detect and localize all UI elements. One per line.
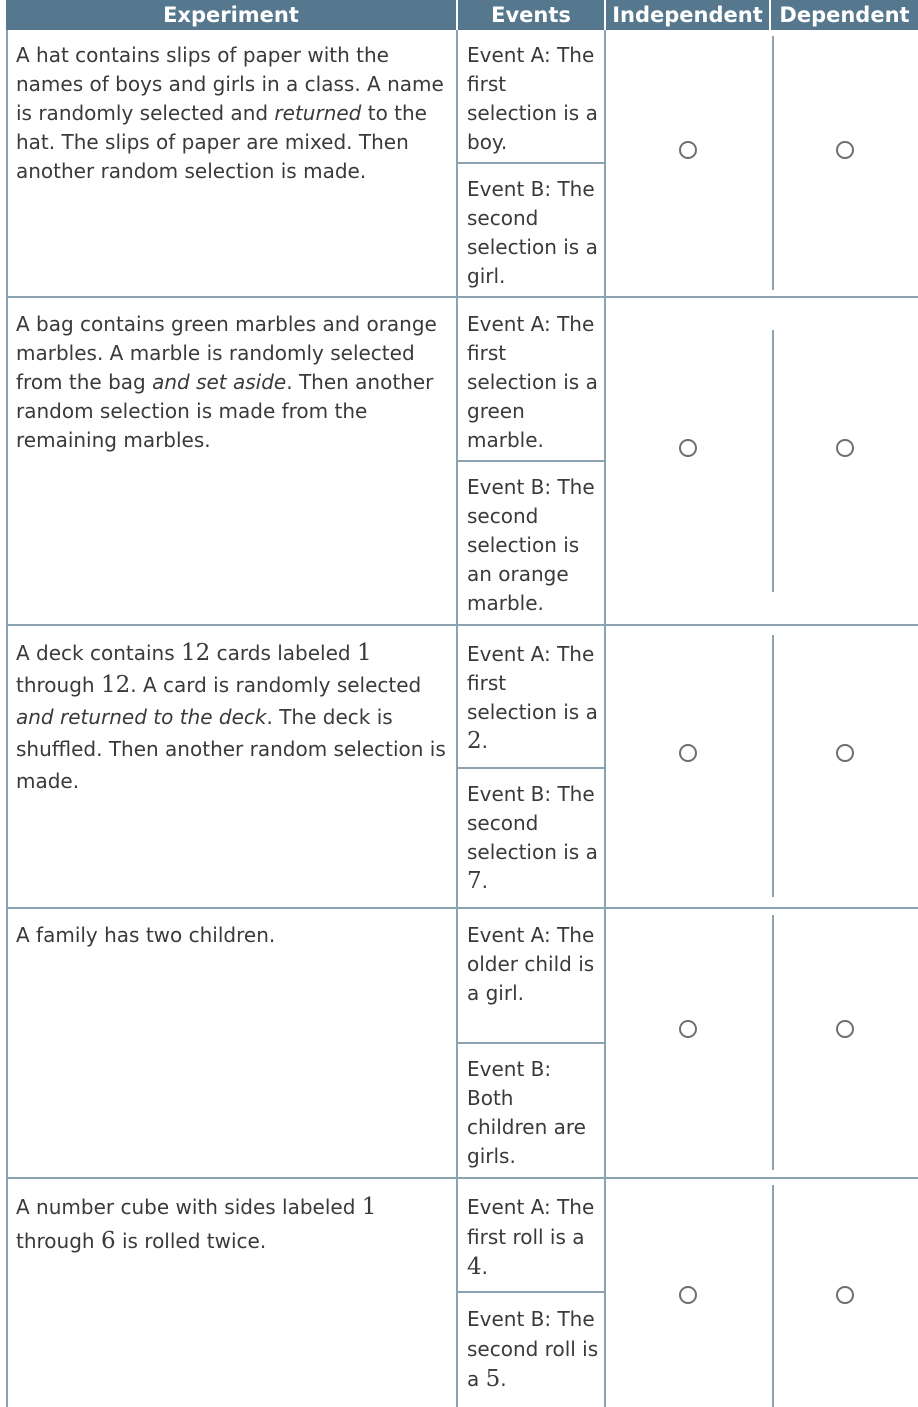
grid-line xyxy=(456,30,458,1407)
header-events: Events xyxy=(458,0,604,30)
event-b: Event B: The second selection is an orange marble. xyxy=(467,475,595,615)
grid-line xyxy=(456,1042,606,1044)
grid-line xyxy=(456,1291,606,1293)
event-a: Event A: The older child is a girl. xyxy=(467,923,595,1005)
experiment-text: A family has two children. xyxy=(16,923,276,947)
column-divider xyxy=(772,915,774,1170)
radio-independent[interactable] xyxy=(679,1020,697,1038)
radio-independent[interactable] xyxy=(679,744,697,762)
column-divider xyxy=(772,330,774,592)
grid-line xyxy=(6,296,918,298)
experiment-text: A bag contains green marbles and orange marbles. A marble is randomly selected from the bag and set aside. Then another random selection is made from the remaining marbles. xyxy=(16,312,437,452)
radio-independent[interactable] xyxy=(679,439,697,457)
event-b: Event B: The second selection is a 7. xyxy=(467,782,598,894)
radio-independent[interactable] xyxy=(679,1286,697,1304)
grid-line xyxy=(6,907,918,909)
event-a: Event A: The first selection is a 2. xyxy=(467,642,598,754)
grid-line xyxy=(6,1177,918,1179)
radio-dependent[interactable] xyxy=(836,141,854,159)
event-b: Event B: The second roll is a 5. xyxy=(467,1307,599,1392)
experiment-text: A number cube with sides labeled 1 through 6 is rolled twice. xyxy=(16,1194,377,1254)
radio-dependent[interactable] xyxy=(836,439,854,457)
header-independent: Independent xyxy=(606,0,769,30)
experiment-text: A hat contains slips of paper with the names of boys and girls in a class. A name is randomly selected and returned to the hat. The slips of paper are mixed. Then another random selection is made. xyxy=(16,43,444,183)
header-experiment: Experiment xyxy=(6,0,456,30)
column-divider xyxy=(772,1185,774,1407)
event-b: Event B: The second selection is a girl. xyxy=(467,177,598,288)
grid-line xyxy=(6,624,918,626)
grid-line xyxy=(456,460,606,462)
event-b: Event B: Both children are girls. xyxy=(467,1057,586,1168)
experiment-text: A deck contains 12 cards labeled 1 through 12. A card is randomly selected and returned to the deck. The deck is shuffled. Then another random selection is made. xyxy=(16,640,446,793)
column-divider xyxy=(772,635,774,897)
event-a: Event A: The first selection is a boy. xyxy=(467,43,598,154)
radio-independent[interactable] xyxy=(679,141,697,159)
grid-line xyxy=(6,30,8,1407)
grid-line xyxy=(604,30,606,1407)
grid-line xyxy=(456,767,606,769)
header-dependent: Dependent xyxy=(771,0,918,30)
column-divider xyxy=(772,36,774,290)
event-a: Event A: The first selection is a green marble. xyxy=(467,312,598,452)
event-a: Event A: The first roll is a 4. xyxy=(467,1195,595,1280)
radio-dependent[interactable] xyxy=(836,1020,854,1038)
grid-line xyxy=(456,162,606,164)
radio-dependent[interactable] xyxy=(836,1286,854,1304)
radio-dependent[interactable] xyxy=(836,744,854,762)
